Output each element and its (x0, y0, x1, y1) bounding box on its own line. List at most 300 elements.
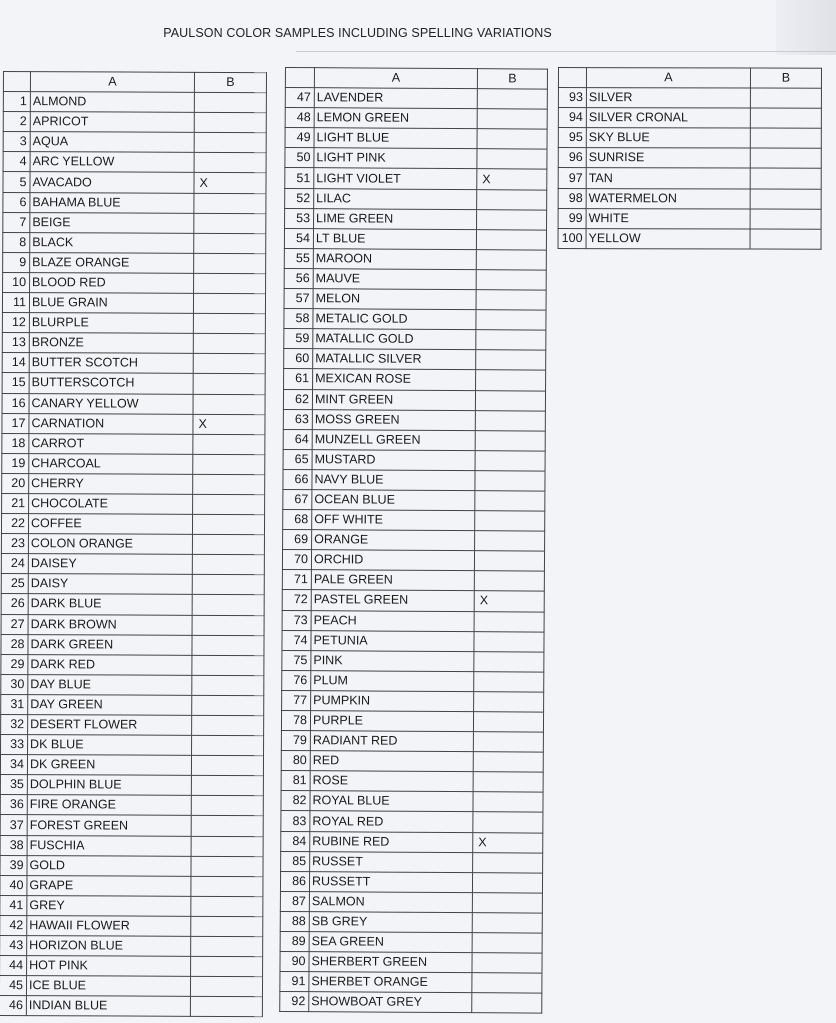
mark-cell (193, 293, 265, 313)
color-name: CARROT (29, 433, 193, 454)
color-name: BAHAMA BLUE (30, 192, 194, 213)
corner-cell (558, 68, 586, 88)
mark-cell (476, 250, 546, 271)
row-number: 9 (3, 252, 30, 272)
color-name: ROSE (310, 771, 473, 792)
color-name: DARK RED (28, 654, 192, 675)
color-name: DAISEY (28, 554, 192, 575)
row-number: 59 (284, 329, 313, 349)
mark-cell (192, 555, 264, 575)
color-name: ROYAL RED (310, 811, 473, 832)
table-row (284, 289, 546, 311)
row-number: 63 (283, 409, 312, 429)
row-number: 72 (282, 590, 311, 610)
row-number: 69 (283, 530, 312, 550)
row-number: 61 (284, 369, 313, 389)
color-name: LIME GREEN (314, 208, 477, 229)
color-name: SEA GREEN (309, 932, 472, 953)
table-row (1, 714, 264, 735)
mark-cell (192, 655, 264, 675)
table-row (3, 272, 266, 293)
color-name: COFFEE (28, 514, 192, 535)
color-name: CARNATION (29, 413, 193, 434)
color-name: SHERBET ORANGE (309, 972, 472, 993)
table-row (285, 128, 547, 150)
row-number: 16 (2, 393, 29, 413)
table-row (1, 735, 264, 756)
mark-cell (750, 229, 821, 249)
color-name: LEMON GREEN (314, 108, 477, 129)
column-header-b: B (194, 72, 266, 92)
color-name: RUSSET (310, 851, 473, 872)
color-name: CHERRY (29, 473, 193, 494)
color-name: LIGHT VIOLET (314, 168, 477, 189)
table-row (0, 976, 263, 997)
mark-cell (477, 189, 547, 210)
mark-cell (477, 129, 547, 150)
table-row (0, 956, 263, 977)
mark-cell (476, 310, 546, 331)
mark-cell (191, 816, 263, 836)
mark-cell (191, 796, 263, 816)
mark-cell (191, 896, 263, 916)
row-number: 56 (284, 268, 313, 288)
table-row (1, 614, 264, 635)
mark-cell (477, 149, 547, 170)
color-name: DOLPHIN BLUE (27, 775, 191, 796)
color-name: SKY BLUE (586, 128, 750, 149)
row-number: 87 (280, 891, 309, 911)
table-row (558, 148, 821, 169)
color-name: BLAZE ORANGE (30, 252, 194, 273)
mark-cell (474, 631, 544, 652)
table-row (282, 630, 544, 652)
table-row (2, 373, 265, 394)
row-number: 11 (2, 293, 29, 313)
table-row (281, 831, 543, 853)
mark-cell (193, 374, 265, 394)
corner-cell (3, 72, 30, 92)
table-row (3, 192, 266, 213)
row-number: 55 (284, 248, 313, 268)
table-row (1, 634, 264, 655)
color-table-1 (0, 71, 267, 1018)
table-row (0, 815, 263, 836)
row-number: 29 (1, 654, 28, 674)
color-name: BLACK (30, 232, 194, 253)
table-row (283, 469, 545, 491)
row-number: 97 (558, 168, 586, 188)
row-number: 35 (0, 775, 27, 795)
table-row (2, 293, 265, 314)
color-name: GOLD (27, 855, 191, 876)
color-name: OFF WHITE (312, 510, 475, 531)
row-number: 88 (280, 911, 309, 931)
color-name: DAISY (28, 574, 192, 595)
table-row (3, 112, 266, 133)
color-name: HAWAII FLOWER (27, 916, 191, 937)
mark-cell (473, 772, 543, 793)
row-number: 28 (1, 634, 28, 654)
color-name: MAUVE (313, 269, 476, 290)
color-name: MATALLIC GOLD (313, 329, 476, 350)
row-number: 77 (282, 690, 311, 710)
mark-cell (750, 108, 821, 128)
mark-cell (473, 752, 543, 773)
table-row (0, 855, 263, 876)
row-number: 79 (281, 731, 310, 751)
row-number: 80 (281, 751, 310, 771)
mark-cell (475, 450, 545, 471)
row-number: 52 (285, 188, 314, 208)
mark-cell (476, 370, 546, 391)
color-name: DARK GREEN (28, 634, 192, 655)
row-number: 8 (3, 232, 30, 252)
mark-cell (192, 735, 264, 755)
color-name: LIGHT PINK (314, 148, 477, 169)
mark-cell (191, 876, 263, 896)
color-name: SALMON (309, 892, 472, 913)
table-row (2, 353, 265, 374)
column-header-b: B (477, 69, 547, 90)
mark-cell (193, 434, 265, 454)
row-number: 4 (3, 152, 30, 172)
table-row (280, 952, 542, 974)
scan-edge-line (296, 51, 836, 52)
row-number: 53 (285, 208, 314, 228)
table-row (285, 188, 547, 210)
table-row (281, 771, 543, 793)
table-row (558, 88, 821, 109)
color-name: FOREST GREEN (27, 815, 191, 836)
row-number: 40 (0, 875, 27, 895)
table-row (558, 228, 821, 249)
row-number: 71 (282, 570, 311, 590)
row-number: 25 (1, 574, 28, 594)
mark-cell (476, 229, 546, 250)
table-row (285, 148, 547, 170)
mark-cell (477, 209, 547, 230)
row-number: 34 (0, 755, 27, 775)
table-row (284, 268, 546, 290)
row-number: 21 (2, 493, 29, 513)
color-name: CHARCOAL (29, 453, 193, 474)
mark-cell (192, 575, 264, 595)
row-number: 75 (282, 650, 311, 670)
color-name: DESERT FLOWER (28, 715, 192, 736)
table-row (283, 510, 545, 532)
mark-cell (477, 109, 547, 130)
row-number: 74 (282, 630, 311, 650)
row-number: 33 (1, 735, 28, 755)
color-name: PUMPKIN (311, 691, 474, 712)
row-number: 20 (2, 473, 29, 493)
row-number: 30 (1, 674, 28, 694)
row-number: 1 (3, 92, 30, 112)
table-row (2, 333, 265, 354)
row-number: 13 (2, 333, 29, 353)
color-name: NAVY BLUE (312, 470, 475, 491)
color-name: PEACH (311, 610, 474, 631)
table-row (3, 212, 266, 233)
row-number: 51 (285, 168, 314, 188)
mark-cell (192, 615, 264, 635)
row-number: 65 (283, 449, 312, 469)
color-name: COLON ORANGE (28, 534, 192, 555)
table-row (281, 710, 543, 732)
color-name: BLURPLE (29, 313, 193, 334)
row-number: 38 (0, 835, 27, 855)
row-number: 17 (2, 413, 29, 433)
mark-cell (476, 350, 546, 371)
table-row (0, 775, 263, 796)
row-number: 26 (1, 594, 28, 614)
table-row (283, 530, 545, 552)
color-name: SB GREY (309, 912, 472, 933)
table-row (283, 409, 545, 431)
color-name: SILVER CRONAL (586, 108, 750, 129)
table-row (3, 152, 266, 173)
color-name: CHOCOLATE (29, 494, 193, 515)
table-row (280, 992, 542, 1014)
table-row (1, 594, 264, 615)
mark-cell (192, 695, 264, 715)
header-row (558, 68, 821, 89)
table-row (0, 895, 263, 916)
color-name: DK GREEN (27, 755, 191, 776)
row-number: 78 (281, 710, 310, 730)
row-number: 15 (2, 373, 29, 393)
table-row (280, 932, 542, 954)
row-number: 22 (1, 514, 28, 534)
color-name: ARC YELLOW (30, 152, 194, 173)
table-row (285, 208, 547, 230)
mark-cell (476, 330, 546, 351)
row-number: 91 (280, 972, 309, 992)
row-number: 81 (281, 771, 310, 791)
table-row (558, 128, 821, 149)
color-name: METALIC GOLD (313, 309, 476, 330)
corner-cell (285, 68, 314, 88)
table-row (2, 413, 265, 434)
color-name: DARK BLUE (28, 594, 192, 615)
color-name: MAROON (313, 249, 476, 270)
mark-cell (475, 491, 545, 512)
table-row (558, 108, 821, 129)
mark-cell (472, 933, 542, 954)
color-name: WHITE (586, 208, 750, 229)
color-name: TAN (586, 168, 750, 189)
row-number: 44 (0, 956, 27, 976)
mark-cell (191, 936, 263, 956)
row-number: 18 (2, 433, 29, 453)
row-number: 43 (0, 936, 27, 956)
row-number: 92 (280, 992, 309, 1012)
color-name: SHOWBOAT GREY (309, 992, 472, 1013)
row-number: 37 (0, 815, 27, 835)
table-row (2, 433, 265, 454)
mark-cell (473, 812, 543, 833)
mark-cell (194, 213, 266, 233)
row-number: 86 (280, 871, 309, 891)
mark-cell (193, 334, 265, 354)
color-name: AQUA (30, 132, 194, 153)
color-name: GREY (27, 895, 191, 916)
mark-cell (474, 651, 544, 672)
page-title: PAULSON COLOR SAMPLES INCLUDING SPELLING VARIATIONS (163, 26, 552, 40)
mark-cell (475, 531, 545, 552)
mark-cell (750, 168, 821, 188)
color-name: SUNRISE (586, 148, 750, 169)
color-name: YELLOW (586, 228, 750, 249)
row-number: 31 (1, 694, 28, 714)
color-name: FIRE ORANGE (27, 795, 191, 816)
table-row (3, 172, 266, 193)
mark-cell (192, 534, 264, 554)
mark-cell (192, 514, 264, 534)
row-number: 90 (280, 952, 309, 972)
table-row (281, 731, 543, 753)
color-name: RADIANT RED (310, 731, 473, 752)
table-row (284, 309, 546, 331)
row-number: 45 (0, 976, 27, 996)
color-name: ICE BLUE (26, 976, 190, 997)
row-number: 27 (1, 614, 28, 634)
table-row (3, 92, 266, 113)
table-row (0, 835, 263, 856)
table-row (281, 851, 543, 873)
row-number: 5 (3, 172, 30, 192)
table-row (1, 574, 264, 595)
color-name: BUTTER SCOTCH (29, 353, 193, 374)
color-name: PALE GREEN (311, 570, 474, 591)
column-header-b: B (750, 68, 821, 88)
color-name: WATERMELON (586, 188, 750, 209)
mark-cell (194, 113, 266, 133)
mark-cell (750, 209, 821, 229)
row-number: 10 (3, 272, 30, 292)
color-name: LAVENDER (314, 88, 477, 109)
mark-cell (191, 756, 263, 776)
row-number: 32 (1, 714, 28, 734)
table-row (285, 108, 547, 130)
color-name: PLUM (311, 670, 474, 691)
row-number: 73 (282, 610, 311, 630)
mark-cell (191, 856, 263, 876)
row-number: 68 (283, 510, 312, 530)
row-number: 19 (2, 453, 29, 473)
row-number: 46 (0, 996, 26, 1016)
table-row (280, 891, 542, 913)
table-row (282, 570, 544, 592)
table-row (284, 248, 546, 270)
table-row (1, 674, 264, 695)
table-row (282, 690, 544, 712)
color-name: BEIGE (30, 212, 194, 233)
mark-cell (750, 189, 821, 209)
table-row (285, 168, 547, 190)
mark-cell (193, 494, 265, 514)
table-row (1, 694, 264, 715)
mark-cell (475, 511, 545, 532)
row-number: 83 (281, 811, 310, 831)
table-row (558, 168, 821, 189)
color-name: MEXICAN ROSE (313, 369, 476, 390)
mark-cell (473, 792, 543, 813)
table-row (0, 875, 263, 896)
mark-cell (473, 712, 543, 733)
color-name: ORCHID (311, 550, 474, 571)
color-name: HOT PINK (27, 956, 191, 977)
row-number: 64 (283, 429, 312, 449)
row-number: 48 (285, 108, 314, 128)
table-row (3, 252, 266, 273)
row-number: 89 (280, 932, 309, 952)
mark-cell (191, 956, 263, 976)
color-name: SHERBERT GREEN (309, 952, 472, 973)
mark-cell: X (477, 169, 547, 190)
table-row (0, 996, 262, 1017)
row-number: 24 (1, 554, 28, 574)
column-header-a: A (586, 68, 750, 89)
mark-cell (472, 973, 542, 994)
mark-cell (474, 692, 544, 713)
row-number: 3 (3, 132, 30, 152)
mark-cell: X (473, 832, 543, 853)
mark-cell: X (194, 173, 266, 193)
table-row (282, 550, 544, 572)
table-row (280, 871, 542, 893)
mark-cell (475, 430, 545, 451)
row-number: 49 (285, 128, 314, 148)
mark-cell (192, 715, 264, 735)
color-name: PASTEL GREEN (311, 590, 474, 611)
row-number: 62 (283, 389, 312, 409)
table-row (1, 534, 264, 555)
row-number: 41 (0, 895, 27, 915)
row-number: 93 (558, 88, 586, 108)
color-name: DARK BROWN (28, 614, 192, 635)
color-name: DAY BLUE (28, 674, 192, 695)
row-number: 58 (284, 309, 313, 329)
mark-cell (473, 732, 543, 753)
table-row (0, 755, 263, 776)
mark-cell (193, 313, 265, 333)
color-name: DAY GREEN (28, 695, 192, 716)
table-row (1, 554, 264, 575)
row-number: 57 (284, 289, 313, 309)
mark-cell (192, 635, 264, 655)
table-row (1, 514, 264, 535)
table-row (2, 313, 265, 334)
mark-cell (194, 193, 266, 213)
mark-cell (473, 852, 543, 873)
table-row (558, 208, 821, 229)
row-number: 70 (282, 550, 311, 570)
table-row (2, 393, 265, 414)
color-name: BLUE GRAIN (29, 293, 193, 314)
table-row (284, 349, 546, 371)
table-row (284, 329, 546, 351)
table-row (283, 389, 545, 411)
row-number: 50 (285, 148, 314, 168)
table-row (3, 232, 266, 253)
mark-cell (191, 916, 263, 936)
table-row (284, 228, 546, 250)
mark-cell (472, 913, 542, 934)
row-number: 95 (558, 128, 586, 148)
color-name: PURPLE (310, 711, 473, 732)
